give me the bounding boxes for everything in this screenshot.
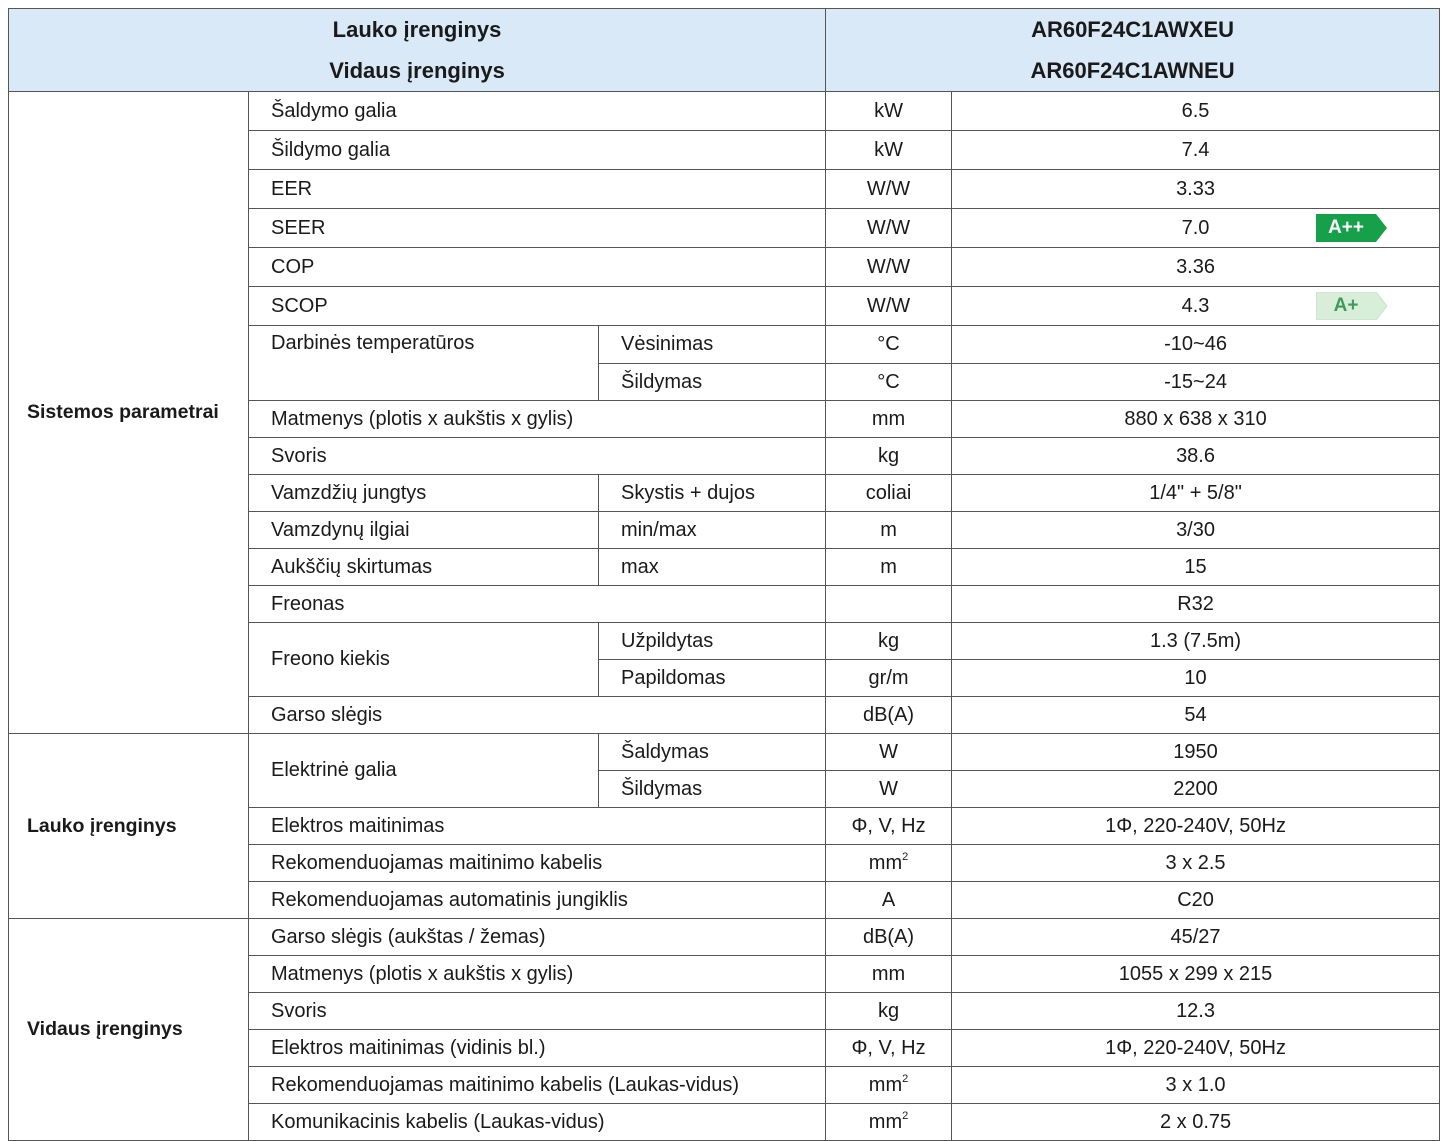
row-unit: W/W [826, 170, 952, 209]
row-label: Elektrinė galia [249, 734, 599, 808]
spec-table [8, 8, 1440, 1141]
row-unit: °C [826, 364, 952, 401]
row-label: Komunikacinis kabelis (Laukas-vidus) [249, 1104, 826, 1141]
row-value: 12.3 [952, 993, 1440, 1030]
row-value-cell [952, 209, 1440, 248]
energy-class-badge [1316, 214, 1388, 242]
row-label: COP [249, 248, 826, 287]
row-unit: kg [826, 993, 952, 1030]
row-unit [826, 586, 952, 623]
row-value: 1Φ, 220-240V, 50Hz [952, 1030, 1440, 1067]
row-unit: mm [826, 401, 952, 438]
header-units [9, 9, 826, 92]
row-value: 3 x 1.0 [952, 1067, 1440, 1104]
row-sublabel: Šildymas [599, 364, 826, 401]
row-unit: Φ, V, Hz [826, 808, 952, 845]
row-value: 6.5 [952, 92, 1440, 131]
unit-text: mm [868, 851, 903, 874]
row-label: Vamzdynų ilgiai [249, 512, 599, 549]
row-label: Rekomenduojamas maitinimo kabelis (Laukas-vidus) [249, 1067, 826, 1104]
row-value: 3.36 [952, 248, 1440, 287]
row-unit: kW [826, 92, 952, 131]
row-unit: W [826, 734, 952, 771]
row-unit: gr/m [826, 660, 952, 697]
row-label: EER [249, 170, 826, 209]
row-label: Svoris [249, 993, 826, 1030]
row-unit: W/W [826, 209, 952, 248]
unit-superscript: 2 [902, 850, 909, 863]
row-value: C20 [952, 882, 1440, 919]
energy-class-label: A++ [1328, 217, 1364, 238]
row-label: Vamzdžių jungtys [249, 475, 599, 512]
row-unit: W [826, 771, 952, 808]
row-label: Freono kiekis [249, 623, 599, 697]
row-label: Šildymo galia [249, 131, 826, 170]
row-sublabel: Užpildytas [599, 623, 826, 660]
row-value: 1950 [952, 734, 1440, 771]
row-unit: kg [826, 438, 952, 475]
row-sublabel: Papildomas [599, 660, 826, 697]
row-unit: coliai [826, 475, 952, 512]
unit-superscript: 2 [902, 1072, 909, 1085]
row-value: 1.3 (7.5m) [952, 623, 1440, 660]
row-value: 7.4 [952, 131, 1440, 170]
row-label: Elektros maitinimas (vidinis bl.) [249, 1030, 826, 1067]
header-models [826, 9, 1440, 92]
energy-class-badge [1316, 292, 1388, 320]
row-sublabel: Vėsinimas [599, 326, 826, 364]
row-value: 3.33 [952, 170, 1440, 209]
unit-text: mm [868, 1110, 903, 1133]
row-unit [826, 1104, 952, 1141]
row-label: Garso slėgis [249, 697, 826, 734]
row-label: Freonas [249, 586, 826, 623]
row-sublabel: Skystis + dujos [599, 475, 826, 512]
row-value: 10 [952, 660, 1440, 697]
row-unit: °C [826, 326, 952, 364]
row-unit: mm [826, 956, 952, 993]
row-unit [826, 1067, 952, 1104]
header-outdoor-unit: Lauko įrenginys [332, 17, 502, 42]
row-value: 7.0 [1181, 216, 1210, 239]
row-sublabel: min/max [599, 512, 826, 549]
row-value: 15 [952, 549, 1440, 586]
section-indoor: Vidaus įrenginys [9, 919, 249, 1141]
row-value: 1/4" + 5/8" [952, 475, 1440, 512]
row-unit: dB(A) [826, 697, 952, 734]
row-unit [826, 845, 952, 882]
row-sublabel: max [599, 549, 826, 586]
row-value: 880 x 638 x 310 [952, 401, 1440, 438]
section-outdoor: Lauko įrenginys [9, 734, 249, 919]
row-unit: W/W [826, 287, 952, 326]
row-label: Matmenys (plotis x aukštis x gylis) [249, 401, 826, 438]
row-unit: Φ, V, Hz [826, 1030, 952, 1067]
row-unit: A [826, 882, 952, 919]
row-unit: kg [826, 623, 952, 660]
row-value: 3/30 [952, 512, 1440, 549]
row-unit: kW [826, 131, 952, 170]
row-label: Matmenys (plotis x aukštis x gylis) [249, 956, 826, 993]
row-label: Svoris [249, 438, 826, 475]
row-label: SEER [249, 209, 826, 248]
row-value: -10~46 [952, 326, 1440, 364]
row-value-cell [952, 287, 1440, 326]
table-row [9, 92, 1440, 131]
row-label: SCOP [249, 287, 826, 326]
row-sublabel: Šildymas [599, 771, 826, 808]
row-value: 54 [952, 697, 1440, 734]
section-system: Sistemos parametrai [9, 92, 249, 734]
table-row [9, 919, 1440, 956]
energy-class-label: A+ [1333, 295, 1359, 316]
row-label: Garso slėgis (aukštas / žemas) [249, 919, 826, 956]
table-header-row [9, 9, 1440, 92]
row-sublabel: Šaldymas [599, 734, 826, 771]
row-value: 45/27 [952, 919, 1440, 956]
header-indoor-unit: Vidaus įrenginys [329, 58, 505, 83]
row-value: 1055 x 299 x 215 [952, 956, 1440, 993]
row-unit: dB(A) [826, 919, 952, 956]
row-value: 3 x 2.5 [952, 845, 1440, 882]
row-unit: m [826, 512, 952, 549]
header-outdoor-model: AR60F24C1AWXEU [1031, 17, 1235, 42]
table-row [9, 734, 1440, 771]
row-label: Aukščių skirtumas [249, 549, 599, 586]
row-value: -15~24 [952, 364, 1440, 401]
unit-superscript: 2 [902, 1109, 909, 1122]
row-value: 4.3 [1181, 294, 1210, 317]
row-unit: m [826, 549, 952, 586]
row-value: 1Φ, 220-240V, 50Hz [952, 808, 1440, 845]
row-value: 2 x 0.75 [952, 1104, 1440, 1141]
row-value: 2200 [952, 771, 1440, 808]
row-label: Rekomenduojamas maitinimo kabelis [249, 845, 826, 882]
row-label: Darbinės temperatūros [249, 326, 599, 401]
row-label: Rekomenduojamas automatinis jungiklis [249, 882, 826, 919]
row-label: Šaldymo galia [249, 92, 826, 131]
row-value: 38.6 [952, 438, 1440, 475]
row-value: R32 [952, 586, 1440, 623]
unit-text: mm [868, 1073, 903, 1096]
row-unit: W/W [826, 248, 952, 287]
header-indoor-model: AR60F24C1AWNEU [1030, 58, 1235, 83]
row-label: Elektros maitinimas [249, 808, 826, 845]
